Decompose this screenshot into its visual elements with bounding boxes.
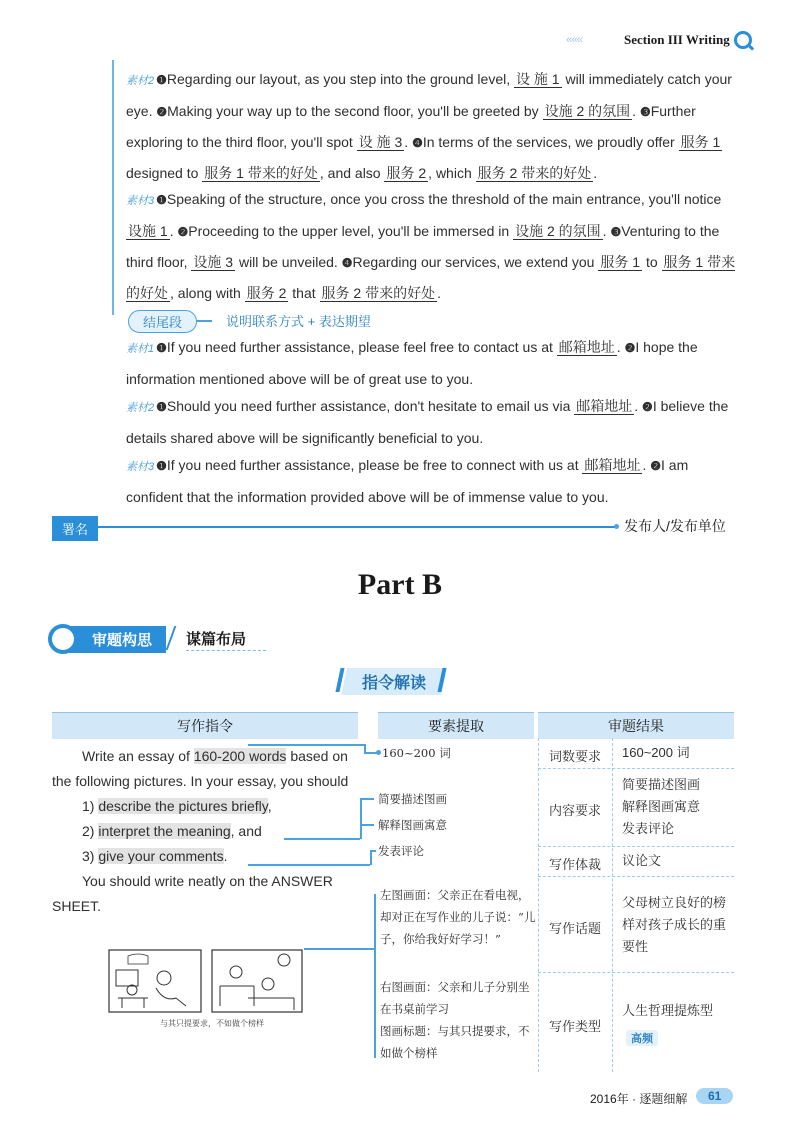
ending-material-2: 素材2 ❶Should you need further assistance, don't hesitate to email us via 邮箱地址 . ❷I believe the details shared above will be significantly beneficial to you. <box>126 398 729 446</box>
connector <box>248 864 370 866</box>
connector <box>370 850 372 865</box>
material-tag: 素材2 <box>126 75 155 87</box>
result-label: 词数要求 <box>548 749 601 764</box>
pill-connector <box>196 320 212 322</box>
note-describe: 简要描述图画 <box>378 792 447 806</box>
note-word-count: 160~200 词 <box>382 746 451 760</box>
note-picture-title: 图画标题：与其只提要求，不如做个榜样 <box>380 1024 530 1060</box>
instruction-banner: 指令解读 <box>341 668 447 695</box>
section-tab: 审题构思 <box>56 626 166 653</box>
connector <box>374 894 376 1058</box>
footer-text: 2016年 · 逐题细解 <box>590 1092 688 1106</box>
result-value: 160~200 词 <box>622 745 690 760</box>
header-arrows: ‹‹‹‹‹‹ <box>566 34 582 46</box>
cartoon-caption: 与其只提要求，不如做个榜样 <box>160 1019 264 1028</box>
results-divider <box>538 738 539 1072</box>
table-header-elements: 要素提取 <box>378 712 534 739</box>
instruction-text: Write an essay of 160-200 words based on the following pictures. In your essay, you should 1) describe the pictures briefly, 2) interpret the meaning, and 3) give your comments. You should write neatly on the ANSWER SHEET. <box>52 748 349 914</box>
result-value: 发表评论 <box>622 821 675 836</box>
row-separator <box>538 846 734 847</box>
result-value: 解释图画寓意 <box>622 799 701 814</box>
signature-dot <box>614 524 619 529</box>
part-heading: Part B <box>357 568 443 601</box>
result-value: 简要描述图画 <box>622 777 701 792</box>
frequency-badge: 高频 <box>626 1030 658 1046</box>
connector <box>360 798 362 839</box>
ending-section-pill: 结尾段 <box>128 310 197 333</box>
material-2-paragraph: 素材2 ❶Regarding our layout, as you step into the ground level, 设 施 1 will immediately catch your eye. ❷Making your way up to the second floor, you'll be greeted by 设施 2 的氛围 . ❸Further exploring to the third floor, you'll spot 设 施 3 . ❹In terms of the services, we proudly offer 服务 1 designed to 服务 1 带来的好处 , and also 服务 2 , which 服务 2 带来的好处 . <box>126 71 732 181</box>
row-separator <box>538 876 734 877</box>
page-number: 61 <box>696 1088 733 1104</box>
magnifier-icon <box>48 624 78 654</box>
connector <box>360 798 374 800</box>
cartoon-picture <box>108 948 304 1016</box>
result-value: 人生哲理提炼型 <box>622 1003 714 1018</box>
guide-line <box>112 60 114 315</box>
magnifier-icon <box>734 31 752 49</box>
signature-line <box>96 526 616 528</box>
result-label: 写作话题 <box>548 921 601 936</box>
connector <box>248 744 365 746</box>
row-separator <box>538 972 734 973</box>
ending-material-3: 素材3 ❶If you need further assistance, please be free to connect with us at 邮箱地址 . ❷I am confident that the information provided above will be of immense value to you. <box>126 457 689 505</box>
ending-material-1: 素材1 ❶If you need further assistance, please feel free to contact us at 邮箱地址 . ❷I hope the information mentioned above will be of great use to you. <box>126 339 698 387</box>
result-value: 父母树立良好的榜样对孩子成长的重要性 <box>622 895 727 954</box>
result-label: 内容要求 <box>548 803 601 818</box>
connector <box>360 824 374 826</box>
connector <box>370 850 376 852</box>
result-label: 写作类型 <box>548 1019 601 1034</box>
signature-value: 发布人/发布单位 <box>624 518 726 534</box>
table-header-results: 审题结果 <box>538 712 734 739</box>
section-divider <box>166 626 183 650</box>
result-label: 写作体裁 <box>548 857 601 872</box>
note-left-picture: 左图画面：父亲正在看电视，却对正在写作业的儿子说：“儿子，你给我好好学习！” <box>380 888 536 946</box>
note-interpret: 解释图画寓意 <box>378 818 447 832</box>
results-divider <box>612 738 613 1072</box>
section-underline <box>186 650 266 651</box>
material-3-paragraph: 素材3 ❶Speaking of the structure, once you cross the threshold of the main entrance, you'll notice 设施 1 . ❷Proceeding to the upper level, you'll be immersed in 设施 2 的氛围 . ❸Venturing to the third floor, 设施 3 will be unveiled. ❹Regarding our services, we extend you 服务 1 to 服务 1 带来的好处 , along with 服务 2 that 服务 2 带来的好处 . <box>126 191 736 301</box>
connector <box>304 948 374 950</box>
section-title: Section III Writing <box>624 32 730 47</box>
note-dot <box>376 750 381 755</box>
ending-description: 说明联系方式 + 表达期望 <box>226 314 371 329</box>
material-tag: 素材3 <box>126 195 155 207</box>
connector <box>284 838 360 840</box>
table-header-instruction: 写作指令 <box>52 712 358 739</box>
signature-tag: 署名 <box>52 516 98 541</box>
row-separator <box>538 768 734 769</box>
note-right-picture: 右图画面：父亲和儿子分别坐在书桌前学习 <box>380 980 530 1016</box>
section-subtitle: 谋篇布局 <box>186 631 247 648</box>
note-comment: 发表评论 <box>378 844 424 858</box>
result-value: 议论文 <box>622 853 662 868</box>
